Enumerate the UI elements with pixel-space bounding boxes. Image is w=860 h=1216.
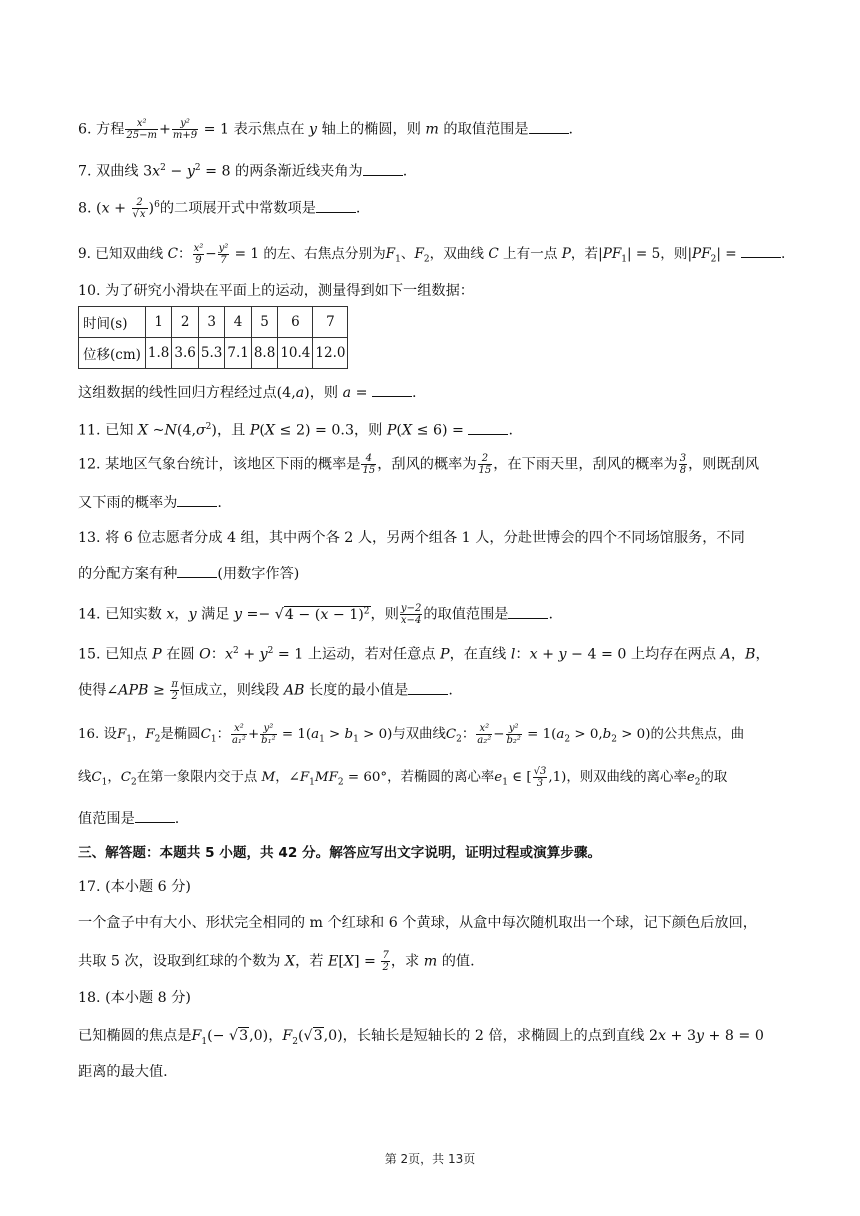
question-12: 12. 某地区气象台统计，该地区下雨的概率是 $\frac{4}{15}$ ，刮风的概率为 $\frac{2}{15}$ ，在下雨天里，刮风的概率为 $\frac{3}{8}$ ，则既刮风 bbox=[78, 453, 760, 476]
question-10-continued: 这组数据的线性回归方程经过点(4,a)，则 a = . bbox=[78, 382, 790, 403]
question-18-head: 18. (本小题 8 分) bbox=[78, 990, 191, 1006]
question-11: 11. 已知 X $\sim N(4,\sigma^2)$，且 P(X ≤ 2) = 0.3，则 P(X ≤ 6) = . bbox=[78, 417, 790, 441]
question-17-line2: 共取 5 次，设取到红球的个数为 X，若 E[X] = $\frac{7}{2}$ ，求 m 的值. bbox=[78, 950, 475, 973]
question-9: 9. 已知双曲线 C： $\frac{\text{x²}}{9}$ − $\frac{\text{y²}}{7}$ = 1 的左、右焦点分别为$F_1$、$F_2$，双曲线 C 上有一点 P，若$|PF_1| = 5$，则$|PF_2|$ = . bbox=[78, 243, 786, 266]
q6-text: 6. 方程 bbox=[78, 121, 125, 138]
page-number: 第 2页，共 13页 bbox=[384, 1152, 476, 1166]
table-header-displacement: 位移(cm) bbox=[79, 338, 146, 369]
question-16-line3: 值范围是 . bbox=[78, 808, 790, 829]
section-heading: 三、解答题：本题共 5 小题，共 42 分。解答应写出文字说明，证明过程或演算步骤。 bbox=[78, 845, 602, 861]
answer-blank bbox=[372, 382, 412, 397]
answer-blank bbox=[741, 243, 781, 258]
question-18-line2: 距离的最大值. bbox=[78, 1064, 168, 1080]
question-15: 15. 已知点 P 在圆 O：$x^2 + y^2 = 1$ 上运动，若对任意点 P，在直线 l：x + y − 4 = 0 上均存在两点 A，B， bbox=[78, 646, 770, 663]
answer-blank bbox=[177, 492, 217, 507]
question-17-line1: 一个盒子中有大小、形状完全相同的 m 个红球和 6 个黄球，从盒中每次随机取出一个球，记下颜色后放回， bbox=[78, 915, 757, 931]
question-12-line2: 又下雨的概率为 . bbox=[78, 492, 790, 513]
question-18-line1: 已知椭圆的焦点是$F_1(- √3,0)$，$F_2(√3,0)$，长轴长是短轴长的 2 倍，求椭圆上的点到直线 2x + 3y + 8 = 0 bbox=[78, 1028, 764, 1047]
answer-blank bbox=[408, 680, 448, 695]
answer-blank bbox=[316, 198, 356, 213]
answer-blank bbox=[468, 420, 508, 435]
question-14: 14. 已知实数 x，y 满足 $y =- √4 - (x - 1)^2$，则 $\frac{y-2}{x-4}$ 的取值范围是 . bbox=[78, 603, 553, 627]
question-17-head: 17. (本小题 6 分) bbox=[78, 879, 191, 895]
question-15-line2: 使得∠APB ≥ $\frac{\pi}{2}$ 恒成立，则线段 AB 长度的最小值是 . bbox=[78, 679, 453, 702]
q8-fraction: $\frac{2}{√x}$ bbox=[132, 197, 146, 221]
table-row: 时间(s) 1 2 3 4 5 6 7 bbox=[79, 307, 348, 338]
answer-blank bbox=[529, 119, 569, 134]
q6-fraction-2: $\frac{\text{y²}}{m+9}$ bbox=[172, 118, 198, 141]
answer-blank bbox=[177, 563, 217, 578]
question-16-line2: 线$C_1$，$C_2$在第一象限内交于点 M，$\angle F_1MF_2 = 60^\circ$，若椭圆的离心率$e_1$ ∈ [ $\frac{√3}{3}$ ,1)，则双曲线的离心率$e_2$的取 bbox=[78, 766, 728, 789]
table-header-time: 时间(s) bbox=[79, 307, 146, 338]
question-13-line2: 的分配方案有种 (用数字作答) bbox=[78, 563, 790, 584]
question-16: 16. 设$F_1$，$F_2$是椭圆$C_1$： $\frac{\text{x²}}{\text{a₁²}}$ + $\frac{\text{y²}}{\text{b₁²}}$ = $1(a_1 > b_1 > 0)$与双曲线$C_2$： $\frac{\text{x²}}{\text{a₂²}}$ − $\frac{\text{y²}}{\text{b₂²}}$ = $1(a_2 > 0,b_2 > 0)$的公共焦点，曲 bbox=[78, 723, 745, 746]
q6-fraction-1: $\frac{\text{x²}}{25-m}$ bbox=[126, 118, 158, 141]
question-6: 6. 方程 $\frac{\text{x²}}{25-m}$ + $\frac{\text{y²}}{m+9}$ = 1 表示焦点在 y 轴上的椭圆，则 m 的取值范围是 . bbox=[78, 118, 574, 141]
question-10: 10. 为了研究小滑块在平面上的运动，测量得到如下一组数据： bbox=[78, 283, 474, 299]
question-7: 7. 双曲线 $3x^2 - y^2 = 8$ 的两条渐近线夹角为 . bbox=[78, 158, 790, 182]
answer-blank bbox=[135, 808, 175, 823]
answer-blank bbox=[363, 161, 403, 176]
table-row: 位移(cm) 1.8 3.6 5.3 7.1 8.8 10.4 12.0 bbox=[79, 338, 348, 369]
data-table bbox=[78, 306, 348, 369]
question-8: 8. (x + $\frac{2}{√x}$ )$^6$的二项展开式中常数项是 . bbox=[78, 197, 361, 221]
answer-blank bbox=[508, 604, 548, 619]
question-13: 13. 将 6 位志愿者分成 4 组，其中两个各 2 人，另两个组各 1 人，分赴世博会的四个不同场馆服务，不同 bbox=[78, 530, 745, 546]
